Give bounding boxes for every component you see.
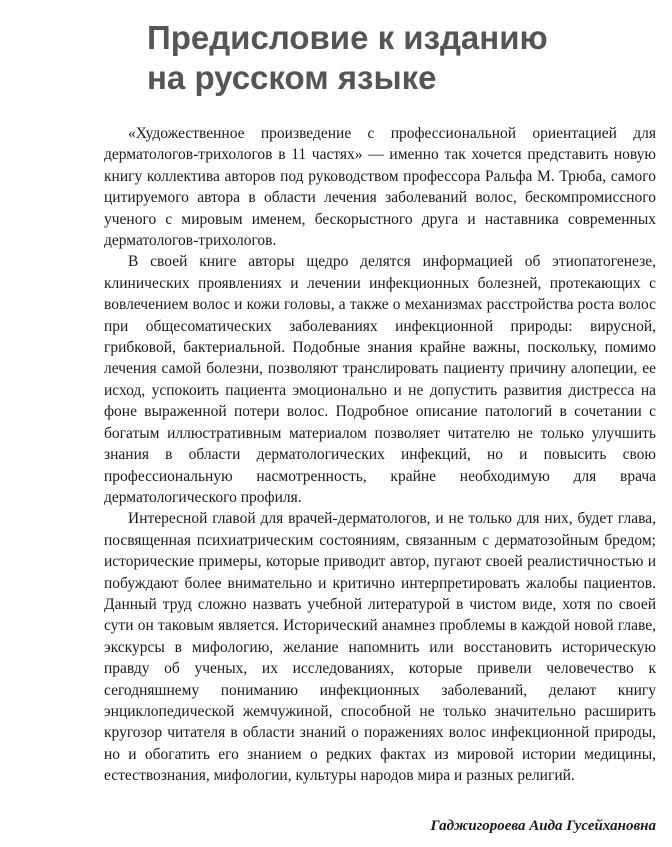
title-line-2: на русском языке [147, 59, 437, 96]
paragraph-1: «Художественное произведение с профессиональной ориентацией для дерматологов-трихологов в 11 частях» — именно так хочется представить новую книгу коллектива авторов под руководством профессора Ральфа М. Трюба, самого цитируемого автора в области лечения заболеваний волос, бескомпромиссного ученого с мировым именем, бескорыстного друга и наставника современных дерматологов-трихологов. [104, 125, 656, 250]
preface-body [104, 123, 656, 787]
page-title [147, 18, 548, 98]
author-signature: Гаджигороева Аида Гусейхановна [430, 818, 656, 834]
paragraph-2: В своей книге авторы щедро делятся информацией об этиопатогенезе, клинических проявлениях и лечении инфекционных болезней, протекающих с вовлечением волос и кожи головы, а также о механизмах расстройства роста волос при общесоматических заболеваниях инфекционной природы: вирусной, грибковой, бактериальной. Подобные знания крайне важны, поскольку, помимо лечения самой болезни, позволяют транслировать пациенту причину алопеции, ее исход, успокоить пациента эмоционально и не допустить развития дистресса на фоне выраженной потери волос. Подробное описание патологий в сочетании с богатым иллюстративным материалом позволяет читателю не только улучшить знания в области дерматологических инфекций, но и повысить свою профессиональную насмотренность, крайне необходимую для врача дерматологического профиля. [104, 253, 656, 506]
paragraph-3: Интересной главой для врачей-дерматологов, и не только для них, будет глава, посвященная психиатрическим состояниям, связанным с дерматозойным бредом; исторические примеры, которые приводит автор, пугают своей реалистичностью и побуждают более внимательно и критично интерпретировать жалобы пациентов. Данный труд сложно назвать учебной литературой в чистом виде, хотя по своей сути он таковым является. Исторический анамнез проблемы в каждой новой главе, экскурсы в мифологию, желание напомнить или восстановить историческую правду об ученых, их исследованиях, которые привели человечество к сегодняшнему пониманию инфекционных заболеваний, делают книгу энциклопедической жемчужиной, способной не только значительно расширить кругозор читателя в области знаний о поражениях волос инфекционной природы, но и обогатить его знанием о редких фактах из мировой истории медицины, естествознания, мифологии, культуры народов мира и разных религий. [104, 510, 656, 785]
title-line-1: Предисловие к изданию [147, 19, 548, 56]
